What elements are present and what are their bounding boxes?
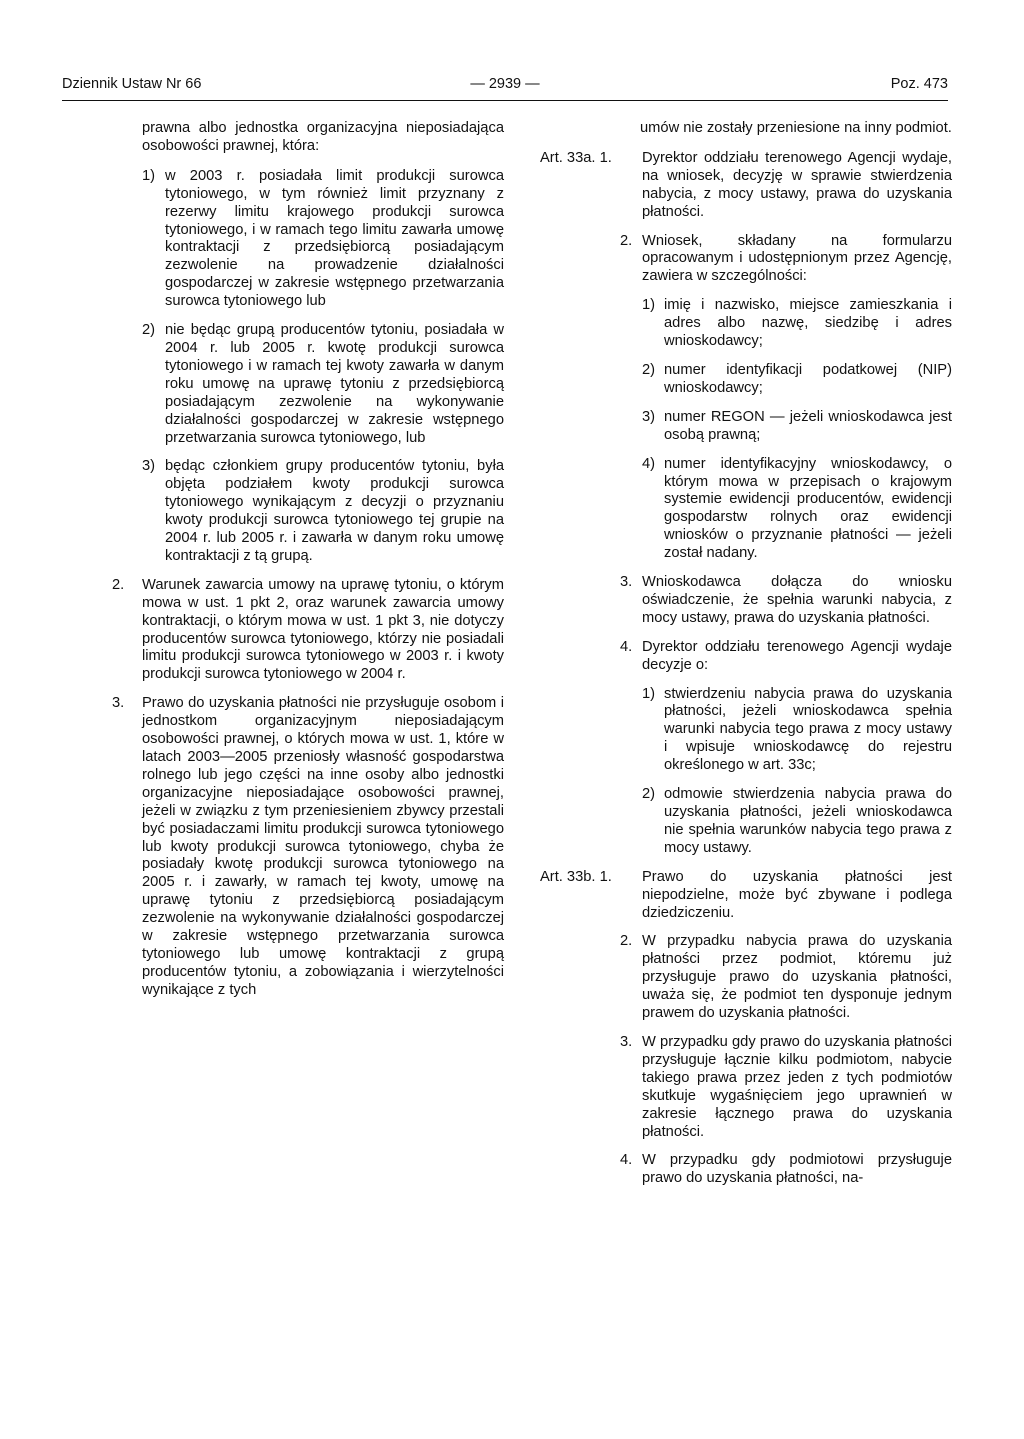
item-text: numer identyfikacyjny wnioskodawcy, o którym mowa w przepisach o krajowym systemie ewidencji producentów, ewidencji gospodarstw rolnych oraz ewidencji wniosków o przyznanie płatności — jeżeli został nadany. <box>664 455 952 562</box>
paragraph-number: 2. <box>620 232 633 249</box>
list-item <box>642 362 952 398</box>
item-text: numer REGON — jeżeli wnioskodawca jest osobą prawną; <box>664 408 952 443</box>
item-text: nie będąc grupą producentów tytoniu, posiadała w 2004 r. lub 2005 r. kwotę produkcji surowca tytoniowego i w ramach tej kwoty zawarła w danym roku umowę na uprawę tytoniu z przedsiębiorcą posiadającym zezwolenie na wykonywanie działalności gospodarczej w zakresie wstępnego przetwarzania surowca tytoniowego, lub <box>165 322 504 446</box>
paragraph <box>620 933 952 1023</box>
paragraph <box>620 1152 952 1188</box>
paragraph-number: 4. <box>620 1152 633 1169</box>
list-item <box>142 168 504 311</box>
paragraph-number: 2. <box>620 933 633 950</box>
item-text: odmowie stwierdzenia nabycia prawa do uzyskania płatności, jeżeli wnioskodawca nie spełnia warunków nabycia tego prawa z mocy ustawy. <box>664 786 952 856</box>
paragraph <box>112 576 504 684</box>
item-number: 2) <box>642 786 656 803</box>
paragraph <box>620 574 952 628</box>
item-text: stwierdzeniu nabycia prawa do uzyskania płatności, jeżeli wnioskodawca spełnia warunki nabycia tego prawa z mocy ustawy i wpisuje wnioskodawcę do rejestru określonego w art. 33c; <box>664 685 952 774</box>
paragraph-text: W przypadku gdy prawo do uzyskania płatności przysługuje łącznie kilku podmiotom, nabycie takiego prawa przez jeden z tych podmiotów skutkuje wygaśnięciem jego uprawnień w zakresie łącznego prawa do uzyskania płatności. <box>642 1033 952 1140</box>
item-number: 4) <box>642 455 656 472</box>
paragraph <box>620 1034 952 1141</box>
page-number: — 2939 — <box>470 76 540 92</box>
list-item <box>142 458 504 565</box>
paragraph-text: W przypadku nabycia prawa do uzyskania płatności przez podmiot, któremu już przysługuje prawo do uzyskania płatności, uważa się, że podmiot ten dysponuje jednym prawem do uzyskania płatności. <box>642 933 952 1022</box>
item-number: 1) <box>142 167 156 184</box>
position-number: Poz. 473 <box>890 76 948 92</box>
paragraph-text: Prawo do uzyskania płatności jest niepodzielne, może być zbywane i podlega dziedziczeniu. <box>642 868 952 921</box>
intro-text: prawna albo jednostka organizacyjna nieposiadająca osobowości prawnej, która: <box>142 120 504 154</box>
item-number: 2) <box>142 322 156 339</box>
paragraph-number: 3. <box>620 574 633 591</box>
paragraph <box>620 639 952 675</box>
article-label: Art. 33b. 1. <box>540 868 612 885</box>
paragraph-number: 2. <box>112 576 125 593</box>
page-header <box>62 76 948 101</box>
journal-title: Dziennik Ustaw Nr 66 <box>62 76 202 92</box>
item-number: 1) <box>642 685 656 702</box>
article-label: Art. 33a. 1. <box>540 149 612 166</box>
item-number: 3) <box>642 408 656 425</box>
list-item <box>642 456 952 563</box>
list-item <box>642 409 952 445</box>
item-text: w 2003 r. posiadała limit produkcji surowca tytoniowego, w tym również limit przyznany z rezerwy limitu krajowego produkcji surowca tytoniowego, i w ramach tego limitu zawarła umowę kontraktacji z przedsiębiorcą posiadającym zezwolenie na prowadzenie działalności gospodarczej w zakresie wstępnego przetwarzania surowca tytoniowego lub <box>165 167 504 310</box>
item-text: będąc członkiem grupy producentów tytoniu, była objęta podziałem kwoty produkcji surowca tytoniowego wynikającym z decyzji o przyznaniu kwoty produkcji surowca tytoniowego tej grupie na 2004 r. lub 2005 r. i zawarła w danym roku umowę kontraktacji z tą grupą. <box>165 458 504 564</box>
sub-list <box>642 686 952 858</box>
list-item <box>642 786 952 858</box>
article-33a <box>540 150 952 222</box>
item-text: imię i nazwisko, miejsce zamieszkania i adres albo nazwę, siedzibę i adres wnioskodawcy; <box>664 297 952 350</box>
paragraph-number: 3. <box>620 1033 633 1050</box>
list-item <box>142 322 504 447</box>
paragraph-text: Dyrektor oddziału terenowego Agencji wydaje, na wniosek, decyzję w sprawie stwierdzenia nabycia, z mocy ustawy, prawa do uzyskania płatności. <box>642 149 952 220</box>
paragraph-text: Warunek zawarcia umowy na uprawę tytoniu, o którym mowa w ust. 1 pkt 2, oraz warunek zawarcia umowy kontraktacji, o którym mowa w ust. 1 pkt 3, nie dotyczy producentów surowca tytoniowego, którzy nie posiadali limitu produkcji surowca tytoniowego w 2003 r. i kwoty produkcji surowca tytoniowego w 2004 r. <box>142 576 504 683</box>
item-number: 3) <box>142 458 156 475</box>
paragraph-text: W przypadku gdy podmiotowi przysługuje prawo do uzyskania płatności, na- <box>642 1152 952 1187</box>
paragraph-text: Prawo do uzyskania płatności nie przysługuje osobom i jednostkom organizacyjnym nieposiadającym osobowości prawnej, o których mowa w ust. 1, które w latach 2003—2005 przeniosły własność gospodarstwa rolnego lub jego części na inne osoby albo jednostki organizacyjne nieposiadające osobowości prawnej, jeżeli w związku z tym przeniesieniem zbywcy przestali być posiadaczami limitu produkcji surowca tytoniowego lub kwoty produkcji surowca tytoniowego, chyba że posiadały kwotę produkcji surowca tytoniowego na 2005 r. i zawarły, w ramach tej kwoty, umowę na uprawę tytoniu z przedsiębiorcą posiadającym zezwolenie na wykonywanie działalności gospodarczej w zakresie wstępnego przetwarzania surowca tytoniowego lub umowę kontraktacji z grupą producentów tytoniu, a zobowiązania i wierzytelności wynikające z tych <box>142 695 504 998</box>
paragraph-number: 3. <box>112 695 125 712</box>
item-number: 2) <box>642 361 656 378</box>
list-item <box>642 297 952 351</box>
paragraph <box>112 695 504 999</box>
paragraph-text: Wniosek, składany na formularzu opracowanym i udostępnionym przez Agencję, zawiera w szczególności: <box>642 232 952 285</box>
article-33b <box>540 869 952 923</box>
item-number: 1) <box>642 297 656 314</box>
paragraph-text: Wnioskodawca dołącza do wniosku oświadczenie, że spełnia warunki nabycia, z mocy ustawy, prawa do uzyskania płatności. <box>642 574 952 626</box>
list-item <box>642 686 952 776</box>
left-column <box>112 120 504 1011</box>
paragraph-number: 4. <box>620 638 633 655</box>
paragraph-text: Dyrektor oddziału terenowego Agencji wydaje decyzje o: <box>642 638 952 673</box>
item-text: numer identyfikacji podatkowej (NIP) wnioskodawcy; <box>664 361 952 396</box>
sub-list <box>642 297 952 563</box>
continued-text: umów nie zostały przeniesione na inny podmiot. <box>640 120 952 136</box>
right-column <box>540 120 952 1199</box>
paragraph <box>620 233 952 287</box>
